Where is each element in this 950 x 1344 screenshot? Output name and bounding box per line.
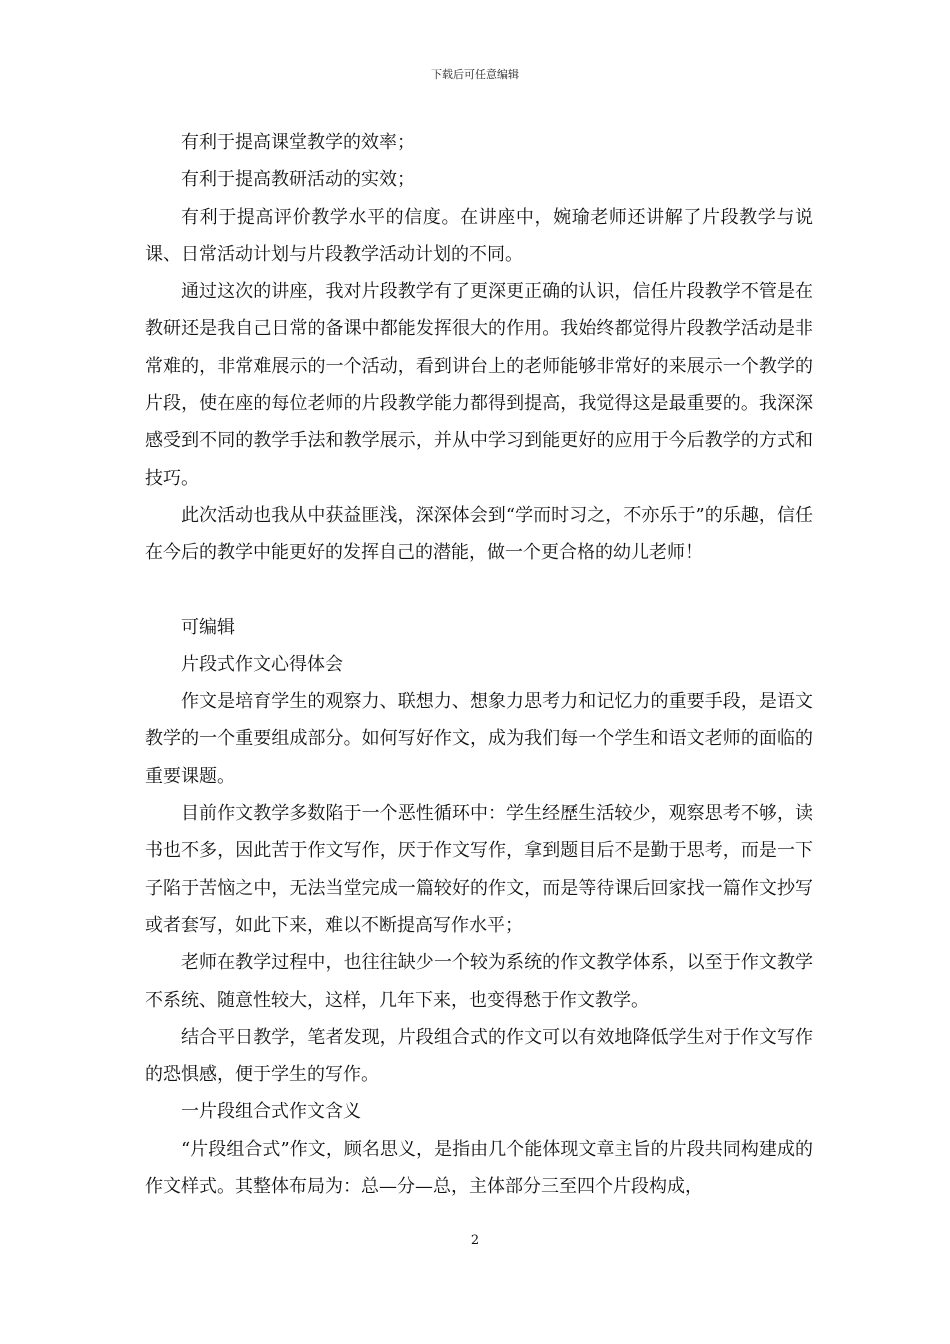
paragraph-9: 结合平日教学，笔者发现，片段组合式的作文可以有效地降低学生对于作文写作的恐惧感，便于学生的写作。 <box>145 1026 813 1086</box>
section-title: 片段式作文心得体会 <box>181 653 343 675</box>
page-number: 2 <box>470 1233 480 1248</box>
paragraph-1: 有利于提高课堂教学的效率； <box>181 132 415 153</box>
subsection-heading: 一片段组合式作文含义 <box>181 1101 361 1123</box>
paragraph-5: 此次活动也我从中获益匪浅，深深体会到“学而时习之，不亦乐于”的乐趣，信任在今后的教学中能更好的发挥自己的潜能，做一个更合格的幼儿老师！ <box>145 504 813 564</box>
blank-line <box>145 572 813 609</box>
editable-note: 可编辑 <box>181 616 235 638</box>
paragraph-3: 有利于提高评价教学水平的信度。在讲座中，婉瑜老师还讲解了片段教学与说课、日常活动计划与片段教学活动计划的不同。 <box>145 206 813 265</box>
page-header: 下载后可任意编辑 <box>431 68 519 81</box>
paragraph-8: 老师在教学过程中，也往往缺少一个较为系统的作文教学体系，以至于作文教学不系统、随意性较大，这样，几年下来，也变得愁于作文教学。 <box>145 952 813 1011</box>
paragraph-2: 有利于提高教研活动的实效； <box>181 169 415 191</box>
paragraph-7: 目前作文教学多数陷于一个恶性循环中：学生经歷生活较少，观察思考不够，读书也不多，因此苦于作文写作，厌于作文写作，拿到题目后不是勤于思考，而是一下子陷于苦恼之中，无法当堂完成一篇较好的作文，而是等待课后回家找一篇作文抄写或者套写，如此下来，难以不断提高写作水平； <box>145 803 813 936</box>
paragraph-4: 通过这次的讲座，我对片段教学有了更深更正确的认识，信任片段教学不管是在教研还是我自己日常的备课中都能发挥很大的作用。我始终都觉得片段教学活动是非常难的，非常难展示的一个活动，看到讲台上的老师能够非常好的来展示一个教学的片段，使在座的每位老师的片段教学能力都得到提高，我觉得这是最重要的。我深深感受到不同的教学手法和教学展示，并从中学习到能更好的应用于今后教学的方式和技巧。 <box>145 281 813 489</box>
paragraph-6: 作文是培育学生的观察力、联想力、想象力思考力和记忆力的重要手段，是语文教学的一个重要组成部分。如何写好作文，成为我们每一个学生和语文老师的面临的重要课题。 <box>145 691 813 787</box>
paragraph-10: “片段组合式”作文，顾名思义，是指由几个能体现文章主旨的片段共同构建成的作文样式。其整体布局为：总—分—总，主体部分三至四个片段构成， <box>145 1138 813 1198</box>
document-body <box>145 124 813 1205</box>
